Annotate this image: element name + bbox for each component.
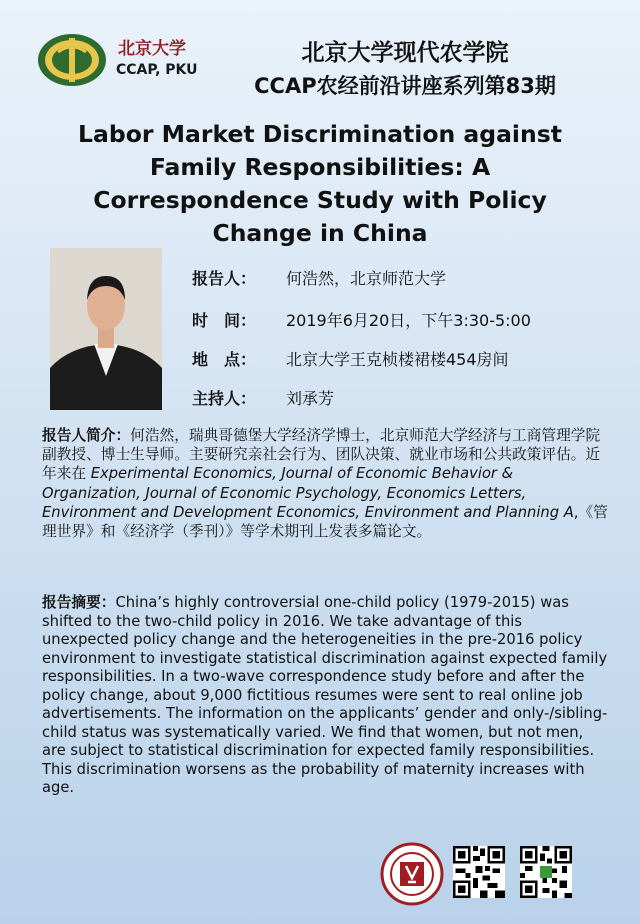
bio-label: 报告人简介：	[42, 427, 131, 444]
talk-title-line: Correspondence Study with Policy	[93, 186, 547, 214]
speaker-value: 何浩然，北京师范大学	[286, 269, 447, 288]
logo-cn-text: 北京大学	[118, 39, 186, 59]
talk-title	[40, 118, 600, 250]
speaker-photo	[50, 248, 162, 410]
talk-title-line: Change in China	[212, 219, 428, 247]
time-value: 2019年6月20日，下午3:30-5:00	[286, 311, 531, 330]
bio-text-end: ,《管理世界》和《经济学（季刊）》等学术期刊上发表多篇论文。	[42, 503, 608, 541]
talk-title-line: Family Responsibilities: A	[149, 153, 491, 181]
ccap-logo	[36, 28, 196, 90]
qr-code-icon	[453, 846, 505, 898]
speaker-bio	[42, 426, 608, 541]
speaker-row	[192, 266, 446, 289]
host-label: 主持人：	[192, 389, 257, 408]
host-value: 刘承芳	[286, 389, 335, 408]
place-value: 北京大学王克桢楼裙楼454房间	[286, 350, 509, 369]
peking-university-seal-icon	[380, 842, 444, 906]
logo-en-text: CCAP, PKU	[116, 62, 198, 78]
speaker-portrait-icon	[50, 248, 162, 410]
talk-title-line: Labor Market Discrimination against	[78, 120, 562, 148]
bio-journals: Experimental Economics, Journal of Economic Behavior & Organization, Journal of Economic Psychology, Economics Letters, Environment and Development Economics, Environment and Planning A	[42, 465, 574, 521]
place-row	[192, 347, 509, 370]
place-label: 地 点：	[192, 350, 257, 369]
time-label: 时 间：	[192, 311, 257, 330]
bio-text: 何浩然，瑞典哥德堡大学经济学博士，北京师范大学经济与工商管理学院副教授、博士生导师。主要研究亲社会行为、团队决策、就业市场和公共政策评估。近年来在	[42, 427, 601, 483]
time-row	[192, 308, 531, 331]
speaker-label: 报告人：	[192, 269, 257, 288]
host-row	[192, 386, 334, 409]
abstract-label: 报告摘要：	[42, 594, 116, 611]
ccap-emblem-icon	[36, 32, 108, 88]
talk-abstract	[42, 594, 608, 798]
abstract-text: China’s highly controversial one-child policy (1979-2015) was shifted to the two-child policy in 2016. We take advantage of this unexpected policy change and the heterogeneities in the pre-2016 policy environment to investigate statistical discrimination against expected family responsibilities. In a two-wave correspondence study before and after the policy change, about 9,000 fictitious resumes were sent to real online job advertisements. The information on the applicants’ gender and only-/sibling-child status was systematically varied. We find that women, but not men, are subject to statistical discrimination for expected family responsibilities. This discrimination worsens as the probability of maternity increases with age.	[42, 594, 608, 796]
lecture-series: CCAP农经前沿讲座系列第83期	[254, 74, 556, 98]
institution-name: 北京大学现代农学院	[301, 40, 509, 66]
qr-code-icon	[520, 846, 572, 898]
